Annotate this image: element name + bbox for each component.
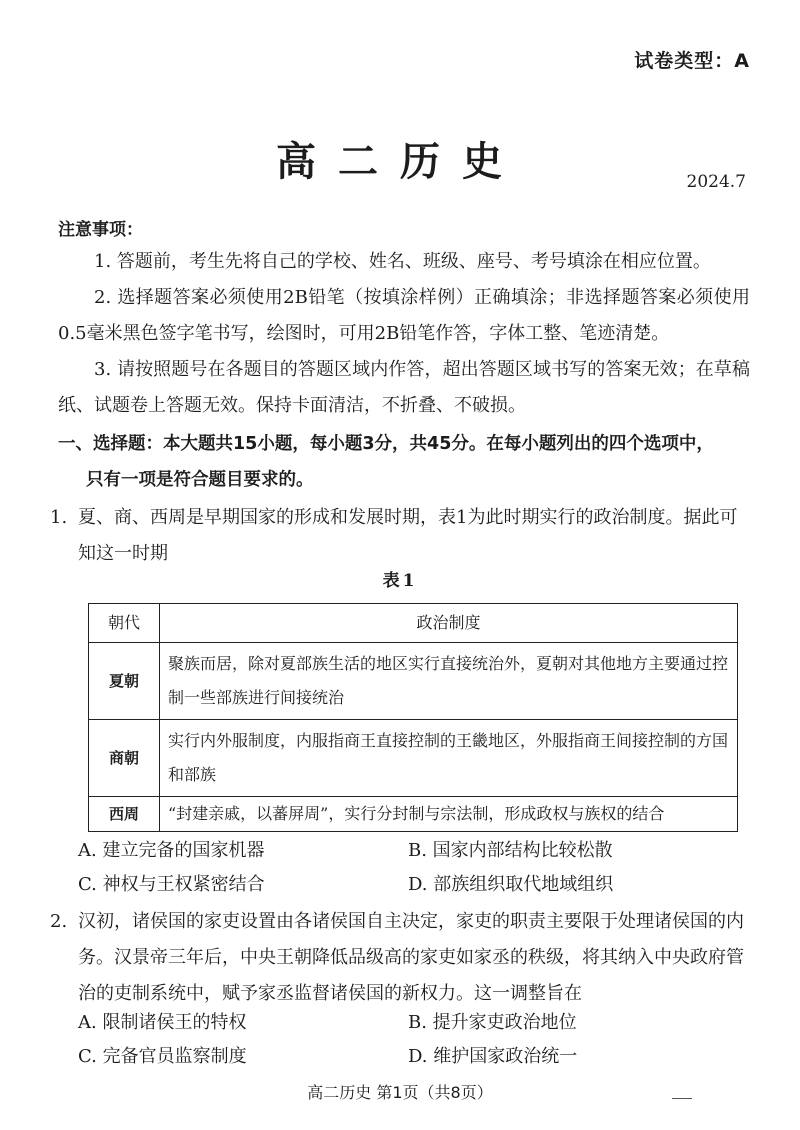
section-heading-line: 一、选择题：本大题共15小题，每小题3分，共45分。在每小题列出的四个选项中， — [58, 434, 714, 454]
option-d: D. 维护国家政治统一 — [408, 1046, 578, 1067]
option-b: B. 提升家吏政治地位 — [408, 1012, 577, 1033]
section-heading-line: 只有一项是符合题目要求的。 — [86, 470, 314, 490]
table-row — [89, 797, 738, 832]
option-c: C. 神权与王权紧密结合 — [78, 874, 265, 895]
table-row — [89, 720, 738, 797]
question-2-options — [78, 1006, 738, 1074]
question-stem: 汉初，诸侯国的家吏设置由各诸侯国自主决定，家吏的职责主要限于处理诸侯国的内务。汉景帝三年后，中央王朝降低品级高的家吏如家丞的秩级，将其纳入中央政府管治的吏制系统中，赋予家丞监督诸侯国的新权力。这一调整旨在 — [78, 911, 744, 1004]
notice-heading: 注意事项： — [58, 220, 143, 240]
option-a: A. 限制诸侯王的特权 — [78, 1012, 247, 1033]
paper-type-label: 试卷类型：A — [634, 50, 750, 72]
table-header-cell: 政治制度 — [160, 604, 738, 643]
table-caption: 表1 — [382, 571, 418, 591]
dynasty-cell: 夏朝 — [89, 643, 160, 720]
notice-item: 3. 请按照题号在各题目的答题区域内作答，超出答题区域书写的答案无效；在草稿纸、试题卷上答题无效。保持卡面清洁，不折叠、不破损。 — [58, 359, 750, 416]
exam-date: 2024.7 — [686, 172, 746, 192]
question-stem: 夏、商、西周是早期国家的形成和发展时期，表1为此时期实行的政治制度。据此可知这一时期 — [78, 507, 738, 564]
footer-divider — [672, 1098, 692, 1099]
notice-item: 2. 选择题答案必须使用2B铅笔（按填涂样例）正确填涂；非选择题答案必须使用0.5毫米黑色签字笔书写，绘图时，可用2B铅笔作答，字体工整、笔迹清楚。 — [58, 287, 750, 344]
question-number: 2. — [50, 911, 68, 932]
question-number: 1. — [50, 507, 68, 528]
question-1 — [50, 500, 750, 572]
dynasty-table — [88, 603, 738, 832]
dynasty-cell: 商朝 — [89, 720, 160, 797]
system-cell: 实行内外服制度，内服指商王直接控制的王畿地区，外服指商王间接控制的方国和部族 — [160, 720, 738, 797]
system-cell: “封建亲戚，以蕃屏周”，实行分封制与宗法制，形成政权与族权的结合 — [160, 797, 738, 832]
question-1-options — [78, 834, 738, 902]
section-heading — [58, 426, 750, 498]
table-row — [89, 643, 738, 720]
table-header-cell: 朝代 — [89, 604, 160, 643]
page-footer: 高二历史 第1页（共8页） — [307, 1083, 493, 1102]
dynasty-cell: 西周 — [89, 797, 160, 832]
table-header-row — [89, 604, 738, 643]
option-c: C. 完备官员监察制度 — [78, 1046, 247, 1067]
notice-list — [58, 244, 750, 424]
option-a: A. 建立完备的国家机器 — [78, 840, 265, 861]
option-b: B. 国家内部结构比较松散 — [408, 840, 613, 861]
page-title: 高二历史 — [276, 139, 524, 185]
notice-item: 1. 答题前，考生先将自己的学校、姓名、班级、座号、考号填涂在相应位置。 — [94, 251, 711, 272]
question-2 — [50, 904, 750, 1012]
system-cell: 聚族而居，除对夏部族生活的地区实行直接统治外，夏朝对其他地方主要通过控制一些部族进行间接统治 — [160, 643, 738, 720]
option-d: D. 部族组织取代地域组织 — [408, 874, 614, 895]
